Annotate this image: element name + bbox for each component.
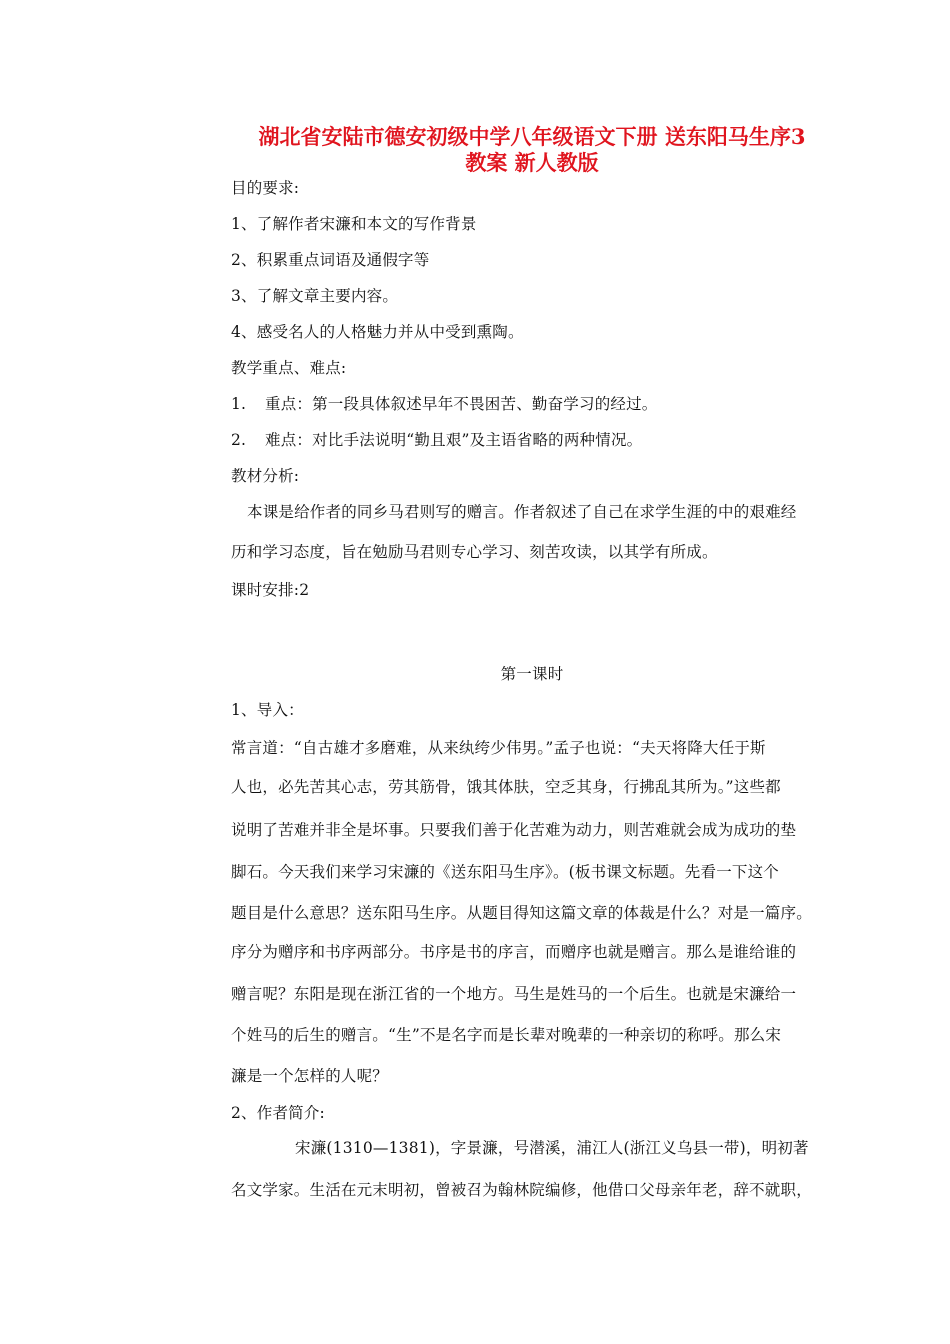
key-point-text: 难点：对比手法说明“勤且艰”及主语省略的两种情况。 <box>265 431 643 449</box>
objective-item: 2、积累重点词语及通假字等 <box>231 251 430 269</box>
author-paragraph-line: 名文学家。生活在元末明初，曾被召为翰林院编修，他借口父母亲年老，辞不就职， <box>231 1181 812 1199</box>
analysis-paragraph-line: 本课是给作者的同乡马君则写的赠言。作者叙述了自己在求学生涯的中的艰难经 <box>247 503 797 521</box>
intro-paragraph-line: 个姓马的后生的赠言。“生”不是名字而是长辈对晚辈的一种亲切的称呼。那么宋 <box>231 1026 782 1044</box>
lesson-heading: 第一课时 <box>500 665 564 683</box>
intro-paragraph-line: 濂是一个怎样的人呢？ <box>231 1067 389 1085</box>
objective-item: 1、了解作者宋濂和本文的写作背景 <box>231 215 477 233</box>
intro-paragraph-line: 人也，必先苦其心志，劳其筋骨，饿其体肤，空乏其身，行拂乱其所为。”这些都 <box>231 778 781 796</box>
author-heading: 2、作者简介: <box>231 1104 325 1122</box>
key-point-item <box>231 430 642 450</box>
analysis-heading: 教材分析: <box>231 467 300 485</box>
intro-heading: 1、导入： <box>231 701 304 719</box>
objectives-heading: 目的要求: <box>231 179 300 197</box>
key-point-text: 重点：第一段具体叙述早年不畏困苦、勤奋学习的经过。 <box>265 395 658 413</box>
objective-item: 3、了解文章主要内容。 <box>231 287 399 305</box>
document-title-line-1: 湖北省安陆市德安初级中学八年级语文下册 送东阳马生序3 <box>258 124 806 149</box>
author-paragraph-line: 宋濂(1310—1381)，字景濂，号潜溪，浦江人(浙江义乌县一带)，明初著 <box>295 1139 809 1157</box>
intro-paragraph-line: 脚石。今天我们来学习宋濂的《送东阳马生序》。(板书课文标题。先看一下这个 <box>231 863 779 881</box>
objective-item: 4、感受名人的人格魅力并从中受到熏陶。 <box>231 323 524 341</box>
document-title-line-2: 教案 新人教版 <box>465 150 599 175</box>
intro-paragraph-line: 题目是什么意思？送东阳马生序。从题目得知这篇文章的体裁是什么？对是一篇序。 <box>231 904 812 922</box>
key-point-item <box>231 394 658 414</box>
intro-paragraph-line: 赠言呢？东阳是现在浙江省的一个地方。马生是姓马的一个后生。也就是宋濂给一 <box>231 985 797 1003</box>
key-point-number: 1. <box>231 395 247 413</box>
key-point-number: 2. <box>231 431 247 449</box>
schedule-text: 课时安排:2 <box>231 581 310 599</box>
key-points-heading: 教学重点、难点: <box>231 359 347 377</box>
intro-paragraph-line: 说明了苦难并非全是坏事。只要我们善于化苦难为动力，则苦难就会成为成功的垫 <box>231 821 797 839</box>
intro-paragraph-line: 序分为赠序和书序两部分。书序是书的序言，而赠序也就是赠言。那么是谁给谁的 <box>231 943 797 961</box>
analysis-paragraph-line: 历和学习态度，旨在勉励马君则专心学习、刻苦攻读，以其学有所成。 <box>231 543 718 561</box>
intro-paragraph-line: 常言道：“自古雄才多磨难，从来纨绔少伟男。”孟子也说：“夫天将降大任于斯 <box>231 739 766 757</box>
